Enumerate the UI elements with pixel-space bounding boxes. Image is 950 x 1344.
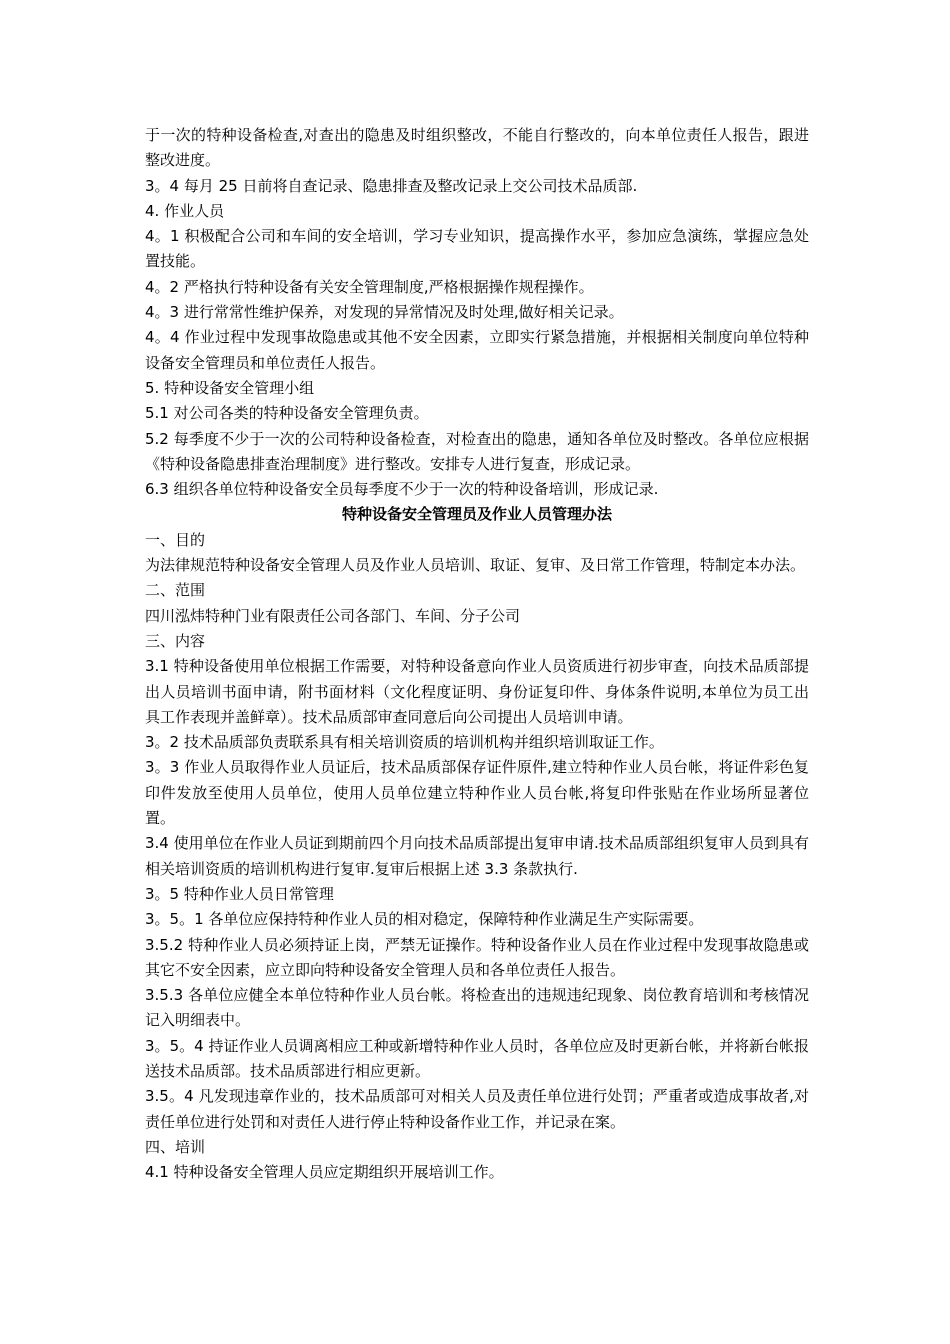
- section-heading: 四、培训: [145, 1137, 206, 1156]
- paragraph: 于一次的特种设备检查,对查出的隐患及时组织整改，不能自行整改的，向本单位责任人报告，跟进整改进度。: [145, 126, 809, 170]
- paragraph: 6.3 组织各单位特种设备安全员每季度不少于一次的特种设备培训，形成记录.: [145, 480, 659, 499]
- paragraph: 5.2 每季度不少于一次的公司特种设备检查，对检查出的隐患，通知各单位及时整改。各单位应根据《特种设备隐患排查治理制度》进行整改。安排专人进行复查，形成记录。: [145, 429, 809, 473]
- document-body: [145, 123, 809, 1185]
- paragraph: 3.4 使用单位在作业人员证到期前四个月向技术品质部提出复审申请.技术品质部组织复审人员到具有相关培训资质的培训机构进行复审.复审后根据上述 3.3 条款执行.: [145, 834, 809, 878]
- section-heading: 3。5 特种作业人员日常管理: [145, 884, 334, 903]
- section-heading: 二、范围: [145, 581, 206, 600]
- paragraph: 3。3 作业人员取得作业人员证后，技术品质部保存证件原件,建立特种作业人员台帐，将证件彩色复印件发放至使用人员单位，使用人员单位建立特种作业人员台帐,将复印件张贴在作业场所显著位置。: [145, 758, 809, 828]
- paragraph: 4.1 特种设备安全管理人员应定期组织开展培训工作。: [145, 1163, 504, 1182]
- paragraph: 3。4 每月 25 日前将自查记录、隐患排查及整改记录上交公司技术品质部.: [145, 176, 638, 195]
- paragraph: 4。4 作业过程中发现事故隐患或其他不安全因素，立即实行紧急措施，并根据相关制度向单位特种设备安全管理员和单位责任人报告。: [145, 328, 809, 372]
- section-heading: 4. 作业人员: [145, 201, 225, 220]
- paragraph: 4。1 积极配合公司和车间的安全培训，学习专业知识，提高操作水平，参加应急演练，掌握应急处置技能。: [145, 227, 809, 271]
- paragraph: 为法律规范特种设备安全管理人员及作业人员培训、取证、复审、及日常工作管理，特制定本办法。: [145, 556, 806, 575]
- paragraph: 3.5。4 凡发现违章作业的，技术品质部可对相关人员及责任单位进行处罚；严重者或造成事故者,对责任单位进行处罚和对责任人进行停止特种设备作业工作，并记录在案。: [145, 1087, 809, 1131]
- paragraph: 3。2 技术品质部负责联系具有相关培训资质的培训机构并组织培训取证工作。: [145, 733, 664, 752]
- paragraph: 3。5。1 各单位应保持特种作业人员的相对稳定，保障特种作业满足生产实际需要。: [145, 910, 704, 929]
- document-title: 特种设备安全管理员及作业人员管理办法: [341, 505, 612, 524]
- paragraph: 4。2 严格执行特种设备有关安全管理制度,严格根据操作规程操作。: [145, 277, 594, 296]
- paragraph: 3.5.3 各单位应健全本单位特种作业人员台帐。将检查出的违规违纪现象、岗位教育培训和考核情况记入明细表中。: [145, 986, 809, 1030]
- paragraph: 3.5.2 特种作业人员必须持证上岗，严禁无证操作。特种设备作业人员在作业过程中发现事故隐患或其它不安全因素，应立即向特种设备安全管理人员和各单位责任人报告。: [145, 935, 809, 979]
- section-heading: 5. 特种设备安全管理小组: [145, 378, 315, 397]
- paragraph: 5.1 对公司各类的特种设备安全管理负责。: [145, 404, 429, 423]
- paragraph: 3。5。4 持证作业人员调离相应工种或新增特种作业人员时，各单位应及时更新台帐，并将新台帐报送技术品质部。技术品质部进行相应更新。: [145, 1036, 809, 1080]
- paragraph: 四川泓炜特种门业有限责任公司各部门、车间、分子公司: [145, 606, 521, 625]
- section-heading: 一、目的: [145, 530, 206, 549]
- section-heading: 三、内容: [145, 631, 206, 650]
- paragraph: 4。3 进行常常性维护保养，对发现的异常情况及时处理,做好相关记录。: [145, 303, 624, 322]
- paragraph: 3.1 特种设备使用单位根据工作需要，对特种设备意向作业人员资质进行初步审查，向技术品质部提出人员培训书面申请，附书面材料（文化程度证明、身份证复印件、身体条件说明,本单位为员工出具工作表现并盖鲜章）。技术品质部审查同意后向公司提出人员培训申请。: [145, 657, 809, 726]
